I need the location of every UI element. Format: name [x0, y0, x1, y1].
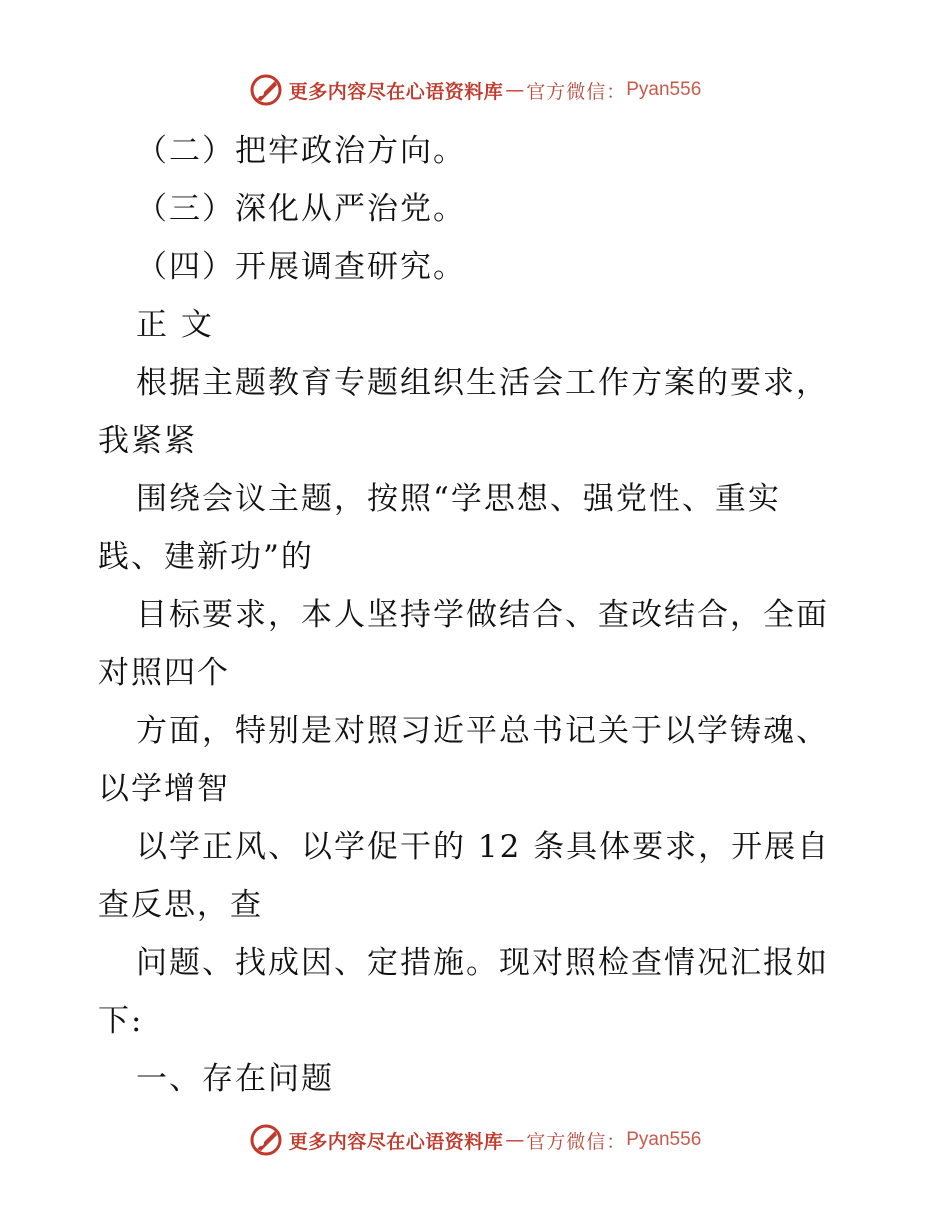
doc-line: （二）把牢政治方向。	[136, 133, 466, 169]
header-watermark	[0, 70, 950, 110]
doc-line: 对照四个	[98, 655, 230, 691]
watermark-wechat-id: Pyan556	[626, 79, 702, 100]
quill-logo-icon	[249, 73, 283, 107]
watermark-sub-text: 官方微信：	[526, 80, 627, 103]
section-heading: 正 文	[136, 307, 214, 343]
watermark-main-text: 更多内容尽在心语资料库	[288, 80, 504, 103]
watermark-dash: —	[505, 1129, 525, 1151]
section-heading: 一、存在问题	[136, 1061, 334, 1097]
doc-line: 方面，特别是对照习近平总书记关于以学铸魂、	[136, 713, 829, 749]
watermark-wechat-id: Pyan556	[626, 1129, 702, 1150]
doc-line: 目标要求，本人坚持学做结合、查改结合，全面	[136, 597, 829, 633]
document-body	[98, 122, 858, 1108]
quill-logo-icon	[249, 1123, 283, 1157]
doc-line: 根据主题教育专题组织生活会工作方案的要求，	[136, 365, 829, 401]
doc-line: 查反思，查	[98, 887, 263, 923]
doc-line: 围绕会议主题，按照“学思想、强党性、重实	[136, 481, 781, 517]
doc-line: 以学正风、以学促干的 12 条具体要求，开展自	[136, 829, 831, 865]
doc-line: （四）开展调查研究。	[136, 249, 466, 285]
footer-watermark	[0, 1120, 950, 1160]
watermark-dash: —	[505, 79, 525, 101]
doc-line: 下:	[98, 1003, 144, 1039]
doc-line: 践、建新功”的	[98, 539, 314, 575]
watermark-sub-text: 官方微信：	[526, 1130, 627, 1153]
watermark-main-text: 更多内容尽在心语资料库	[288, 1130, 504, 1153]
doc-line: 我紧紧	[98, 423, 197, 459]
doc-line: 以学增智	[98, 771, 230, 807]
doc-line: 问题、找成因、定措施。现对照检查情况汇报如	[136, 945, 829, 981]
doc-line: （三）深化从严治党。	[136, 191, 466, 227]
